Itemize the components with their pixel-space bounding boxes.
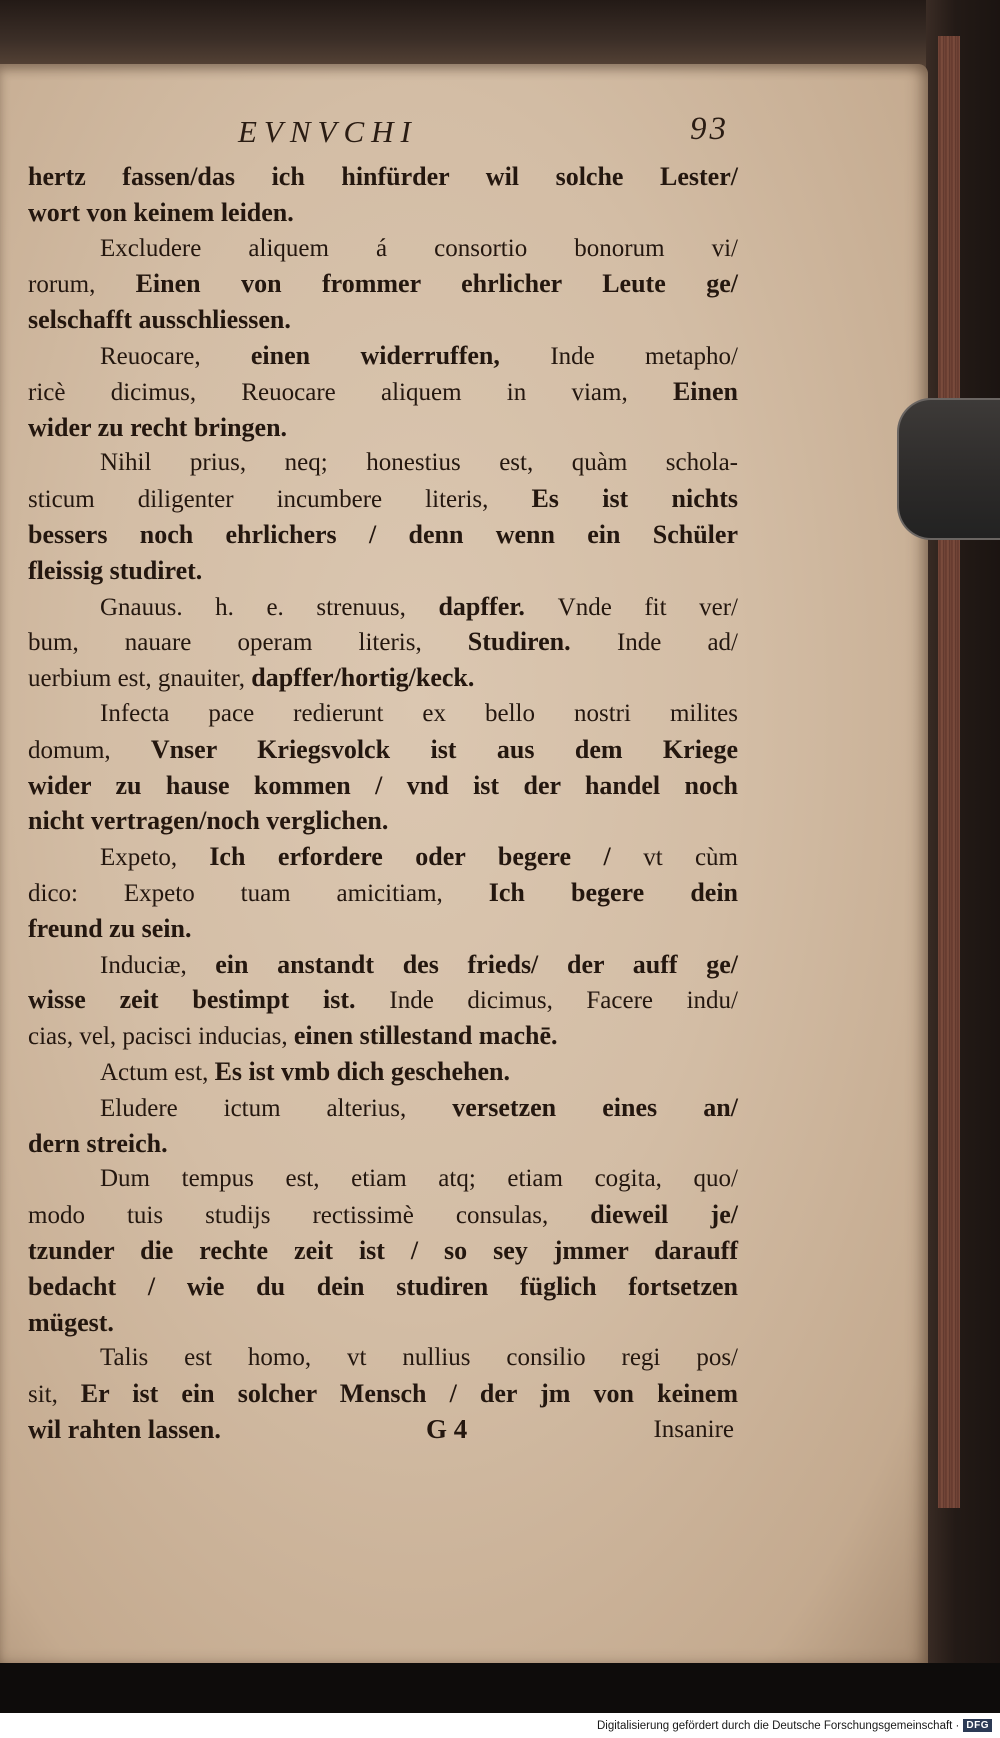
latin-text: domum, <box>28 736 151 764</box>
latin-text: Expeto, <box>100 844 210 872</box>
text-line <box>28 231 738 267</box>
german-text: einen widerruffen, <box>250 340 551 370</box>
german-text: bessers noch ehrlichers / denn wenn ein Schüler <box>28 519 738 549</box>
latin-text: uerbium est, gnauiter, <box>28 665 252 693</box>
latin-text: cias, vel, pacisci inducias, <box>28 1023 294 1051</box>
text-line <box>28 1305 738 1341</box>
footer-strip <box>0 1713 1000 1738</box>
text-line <box>28 1054 738 1090</box>
running-title: EVNVCHI <box>238 114 418 149</box>
german-text: Es ist vmb dich geschehen. <box>214 1056 510 1086</box>
latin-text: Inde dicimus, Facere indu/ <box>389 987 739 1015</box>
german-text: selschafft ausschliessen. <box>28 305 291 335</box>
text-line <box>28 982 738 1018</box>
signature-mark: G 4 <box>426 1414 468 1444</box>
page-edges <box>938 36 960 1508</box>
latin-text: Eludere ictum alterius, <box>100 1094 453 1122</box>
latin-text: ricè dicimus, Reuocare aliquem in viam, <box>28 378 673 406</box>
text-line <box>28 1340 738 1376</box>
german-text: mügest. <box>28 1307 114 1337</box>
text-line <box>28 159 738 195</box>
text-line <box>28 1090 738 1126</box>
paragraph <box>28 589 738 696</box>
text-line <box>28 266 738 302</box>
german-text: wider zu recht bringen. <box>28 412 288 442</box>
paragraph <box>28 1054 738 1090</box>
latin-text: Inde ad/ <box>616 629 738 657</box>
latin-text: Infecta pace redierunt ex bello nostri milites <box>100 699 738 727</box>
german-text: Ich begere dein <box>488 877 738 907</box>
bookmark-tab <box>897 398 1000 540</box>
latin-text: vt cùm <box>643 844 738 872</box>
latin-text: Dum tempus est, etiam atq; etiam cogita, quo/ <box>100 1165 738 1193</box>
german-text: Studiren. <box>467 627 617 657</box>
latin-text: Excludere aliquem á consortio bonorum vi/ <box>100 234 738 262</box>
latin-text: bum, nauare operam literis, <box>28 629 468 657</box>
german-text: Er ist ein solcher Mensch / der jm von keinem <box>80 1379 739 1409</box>
german-text: tzunder die rechte zeit ist / so sey jmmer darauff <box>28 1235 738 1265</box>
catchword: Insanire <box>653 1416 734 1443</box>
paragraph <box>28 1340 738 1447</box>
german-text: Einen von frommer ehrlicher Leute ge/ <box>135 269 738 299</box>
text-line <box>28 803 738 839</box>
text-line <box>28 911 738 947</box>
text-line <box>28 517 738 553</box>
paragraph <box>28 1090 738 1162</box>
text-line <box>28 660 738 696</box>
german-text: versetzen eines an/ <box>452 1092 738 1122</box>
latin-text: dico: Expeto tuam amicitiam, <box>28 879 489 907</box>
latin-text: rorum, <box>28 271 136 299</box>
text-line <box>28 1376 738 1412</box>
text-line <box>28 1233 738 1269</box>
latin-text: Inde metapho/ <box>550 342 738 370</box>
german-text: einen stillestand machē. <box>293 1021 558 1051</box>
paragraph <box>28 445 738 588</box>
paragraph <box>28 231 738 338</box>
german-text: wort von keinem leiden. <box>28 197 294 227</box>
german-text: fleissig studiret. <box>28 555 203 585</box>
german-text: nicht vertragen/noch verglichen. <box>28 806 389 836</box>
german-text: Vnser Kriegsvolck ist aus dem Kriege <box>150 734 738 764</box>
paragraph <box>28 839 738 946</box>
text-line <box>28 1018 738 1054</box>
german-text: dapffer. <box>438 591 558 621</box>
text-line <box>28 195 738 231</box>
text-line <box>28 589 738 625</box>
latin-text: Vnde fit ver/ <box>557 593 738 621</box>
latin-text: sticum diligenter incumbere literis, <box>28 486 532 514</box>
latin-text: Talis est homo, vt nullius consilio regi pos/ <box>100 1344 738 1372</box>
paragraph <box>28 159 738 231</box>
paragraph <box>28 338 738 445</box>
text-line <box>28 839 738 875</box>
german-text: ein anstandt des frieds/ der auff ge/ <box>215 949 738 979</box>
dfg-logo: DFG <box>963 1719 992 1732</box>
text-line <box>28 1161 738 1197</box>
text-line <box>28 1126 738 1162</box>
german-text: dapffer/hortig/keck. <box>251 663 475 693</box>
text-line <box>28 875 738 911</box>
text-line <box>28 1269 738 1305</box>
text-line <box>28 445 738 481</box>
german-text: wil rahten lassen. <box>28 1414 221 1444</box>
book-top-edge <box>0 0 1000 72</box>
text-line <box>28 696 738 732</box>
latin-text: modo tuis studijs rectissimè consulas, <box>28 1202 591 1230</box>
german-text: hertz fassen/das ich hinfürder wil solche Lester/ <box>28 162 738 191</box>
scan-bottom-border <box>0 1663 1000 1713</box>
german-text: dern streich. <box>28 1128 168 1158</box>
german-text: Es ist nichts <box>531 484 738 514</box>
german-text: bedacht / wie du dein studiren füglich fortsetzen <box>28 1271 738 1301</box>
latin-text: sit, <box>28 1381 81 1409</box>
text-line <box>28 947 738 983</box>
latin-text: Nihil prius, neq; honestius est, quàm schola- <box>100 449 738 477</box>
text-line <box>28 768 738 804</box>
latin-text: Induciæ, <box>100 951 216 979</box>
text-line <box>28 553 738 589</box>
paragraph <box>28 947 738 1054</box>
german-text: Ich erfordere oder begere / <box>209 842 644 872</box>
german-text: dieweil je/ <box>590 1200 738 1230</box>
text-line <box>28 410 738 446</box>
text-line <box>28 302 738 338</box>
page-number: 93 <box>690 111 729 147</box>
german-text: freund zu sein. <box>28 913 192 943</box>
text-line <box>28 732 738 768</box>
latin-text: Actum est, <box>100 1058 215 1086</box>
text-line <box>28 1412 738 1448</box>
text-line <box>28 374 738 410</box>
text-line <box>28 1197 738 1233</box>
german-text: wider zu hause kommen / vnd ist der handel noch <box>28 770 738 800</box>
german-text: wisse zeit bestimpt ist. <box>28 985 390 1015</box>
paragraph <box>28 696 738 839</box>
latin-text: Reuocare, <box>100 342 251 370</box>
text-line <box>28 338 738 374</box>
text-line <box>28 624 738 660</box>
book-fore-edge <box>926 0 1000 1665</box>
latin-text: Gnauus. h. e. strenuus, <box>100 593 439 621</box>
german-text: Einen <box>672 376 738 406</box>
paragraph <box>28 1161 738 1340</box>
text-line <box>28 481 738 517</box>
funding-note: Digitalisierung gefördert durch die Deutsche Forschungsgemeinschaft · <box>596 1719 960 1732</box>
page-text <box>28 159 738 1448</box>
